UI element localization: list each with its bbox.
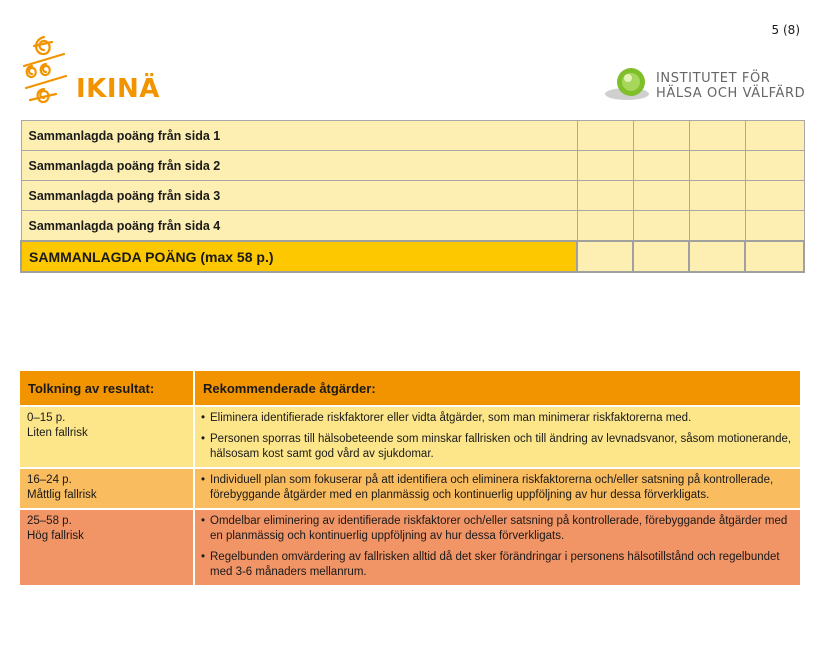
action-item: • Personen sporras till hälsobeteende som minskar fallrisken och till ändring av levnadsvanor, såsom motionerande, hälsosam kost samt god vård av sjukdomar. [201,432,794,462]
score-range: 16–24 p. [27,474,72,486]
result-cell [20,469,195,508]
total-points-cell[interactable] [745,241,804,272]
points-cell[interactable] [745,181,804,211]
action-item: • Individuell plan som fokuserar på att identifiera och eliminera riskfaktorerna och/eller satsning på kontrollerade, förebyggande åtgärder med en planmässig och kontinuerlig uppföljning av hur dessa förverkligats. [201,473,794,503]
action-item: • Regelbunden omvärdering av fallrisken alltid då det sker förändringar i personens hälsotillstånd och regelbundet med 3-6 månaders mellanrum. [201,550,794,580]
page-number: 5 (8) [771,23,800,37]
points-cell[interactable] [689,181,745,211]
table-row [21,151,804,181]
action-item: • Eliminera identifierade riskfaktorer eller vidta åtgärder, som man minimerar riskfaktorerna med. [201,411,794,426]
points-row-label: Sammanlagda poäng från sida 2 [21,151,577,181]
risk-level: Liten fallrisk [27,427,88,439]
points-cell[interactable] [633,151,689,181]
risk-level: Måttlig fallrisk [27,489,97,501]
total-points-label: SAMMANLAGDA POÄNG (max 58 p.) [21,241,577,272]
total-points-cell[interactable] [577,241,633,272]
points-summary-table [20,120,805,273]
points-cell[interactable] [689,151,745,181]
table-header-row [20,371,800,405]
points-cell[interactable] [633,181,689,211]
points-cell[interactable] [633,211,689,242]
actions-column-header: Rekommenderade åtgärder: [195,371,800,405]
actions-cell [195,469,800,508]
total-points-cell[interactable] [633,241,689,272]
ikina-logo-text: IKINÄ [76,74,160,104]
table-row [21,211,804,242]
points-cell[interactable] [745,121,804,151]
risk-level: Hög fallrisk [27,530,84,542]
action-item: • Omdelbar eliminering av identifierade riskfaktorer och/eller satsning på kontrollerade, förebyggande åtgärder med en planmässig och kontinuerlig uppföljning av hur dessa förverkligats. [201,514,794,544]
table-row [20,469,800,508]
points-row-label: Sammanlagda poäng från sida 4 [21,211,577,242]
interpretation-table [20,369,800,587]
points-cell[interactable] [689,211,745,242]
table-row [21,181,804,211]
actions-cell [195,510,800,585]
points-cell[interactable] [745,151,804,181]
points-cell[interactable] [577,211,633,242]
score-range: 25–58 p. [27,515,72,527]
actions-cell [195,407,800,467]
points-cell[interactable] [633,121,689,151]
thl-logo-line1: INSTITUTET FÖR [656,71,771,86]
thl-logo-line2: HÄLSA OCH VÄLFÄRD [656,86,806,101]
result-column-header: Tolkning av resultat: [20,371,195,405]
points-cell[interactable] [577,181,633,211]
total-points-cell[interactable] [689,241,745,272]
points-cell[interactable] [745,211,804,242]
table-row [21,121,804,151]
result-cell [20,510,195,585]
points-cell[interactable] [577,151,633,181]
points-row-label: Sammanlagda poäng från sida 3 [21,181,577,211]
points-cell[interactable] [689,121,745,151]
table-row [20,510,800,585]
score-range: 0–15 p. [27,412,66,424]
points-cell[interactable] [577,121,633,151]
thl-logo-icon [601,64,649,104]
result-cell [20,407,195,467]
thl-logo-text [656,71,805,101]
table-row [20,407,800,467]
total-row [21,241,804,272]
points-row-label: Sammanlagda poäng från sida 1 [21,121,577,151]
